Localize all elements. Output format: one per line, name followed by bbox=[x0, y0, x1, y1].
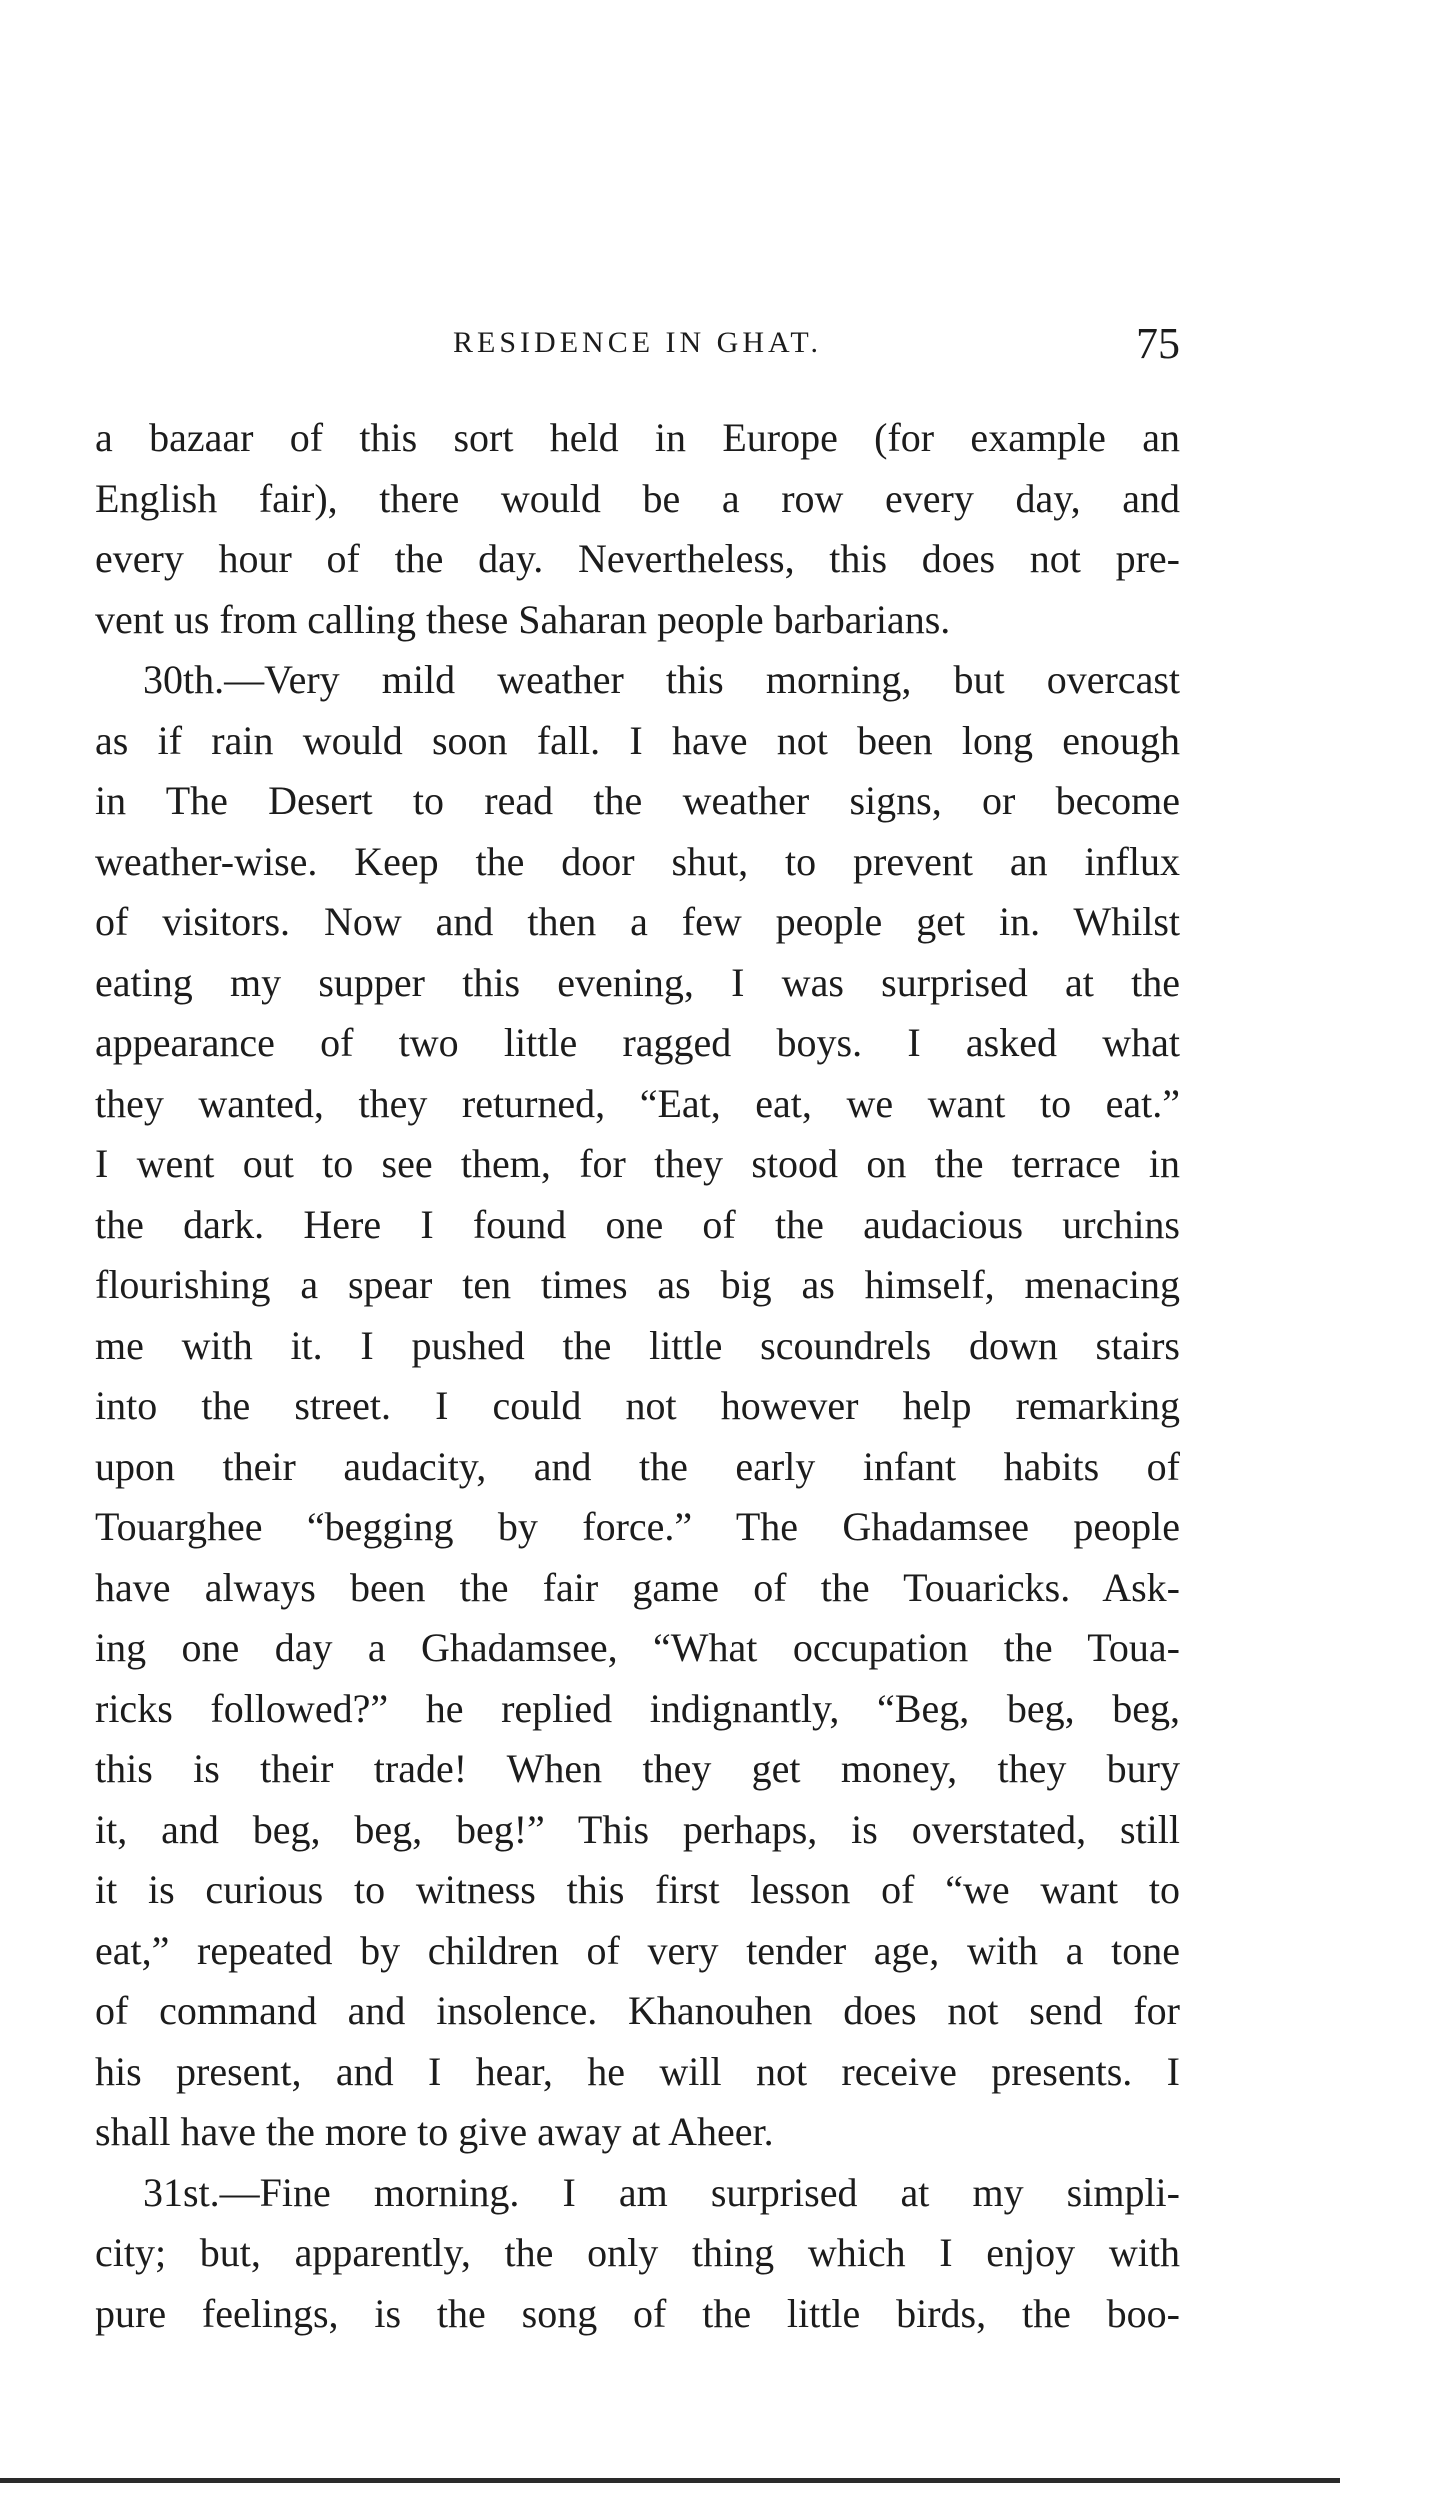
text-line: in The Desert to read the weather signs, or become bbox=[95, 778, 1180, 823]
running-head bbox=[95, 318, 1180, 378]
text-line: every hour of the day. Nevertheless, this does not pre- bbox=[95, 536, 1180, 581]
text-line: it, and beg, beg, beg!” This perhaps, is overstated, still bbox=[95, 1806, 1180, 1852]
text-line: ing one day a Ghadamsee, “What occupation the Toua- bbox=[95, 1625, 1180, 1670]
text-line: English fair), there would be a row every day, and bbox=[95, 475, 1180, 521]
text-line: a bazaar of this sort held in Europe (for example an bbox=[95, 415, 1180, 460]
text-line: it is curious to witness this first lesson of “we want to bbox=[95, 1867, 1180, 1912]
text-line: flourishing a spear ten times as big as himself, menacing bbox=[95, 1262, 1180, 1307]
text-line: weather-wise. Keep the door shut, to prevent an influx bbox=[95, 838, 1180, 884]
text-line: Touarghee “begging by force.” The Ghadamsee people bbox=[95, 1504, 1180, 1549]
text-line: shall have the more to give away at Aheer. bbox=[95, 2109, 774, 2154]
text-line: this is their trade! When they get money, they bury bbox=[95, 1746, 1180, 1791]
text-line: eat,” repeated by children of very tender age, with a tone bbox=[95, 1927, 1180, 1973]
text-line: of visitors. Now and then a few people get in. Whilst bbox=[95, 899, 1180, 944]
text-line: vent us from calling these Saharan people barbarians. bbox=[95, 596, 951, 642]
text-line: ricks followed?” he replied indignantly, “Beg, beg, beg, bbox=[95, 1685, 1180, 1731]
text-line: city; but, apparently, the only thing which I enjoy with bbox=[95, 2230, 1180, 2275]
text-line: I went out to see them, for they stood on the terrace in bbox=[95, 1141, 1180, 1186]
body-text bbox=[95, 408, 1180, 2344]
text-line: 31st.—Fine morning. I am surprised at my simpli- bbox=[143, 2169, 1180, 2215]
text-line: of command and insolence. Khanouhen does not send for bbox=[95, 1988, 1180, 2033]
text-line: upon their audacity, and the early infant habits of bbox=[95, 1443, 1180, 1489]
text-line: his present, and I hear, he will not receive presents. I bbox=[95, 2048, 1180, 2094]
text-line: appearance of two little ragged boys. I asked what bbox=[95, 1020, 1180, 1065]
text-line: have always been the fair game of the Touaricks. Ask- bbox=[95, 1564, 1180, 1610]
text-line: eating my supper this evening, I was surprised at the bbox=[95, 959, 1180, 1005]
text-line: as if rain would soon fall. I have not been long enough bbox=[95, 717, 1180, 763]
text-line: into the street. I could not however help remarking bbox=[95, 1383, 1180, 1428]
text-line: pure feelings, is the song of the little birds, the boo- bbox=[95, 2290, 1180, 2336]
text-line: they wanted, they returned, “Eat, eat, we want to eat.” bbox=[95, 1080, 1180, 1126]
text-line: 30th.—Very mild weather this morning, but overcast bbox=[143, 657, 1180, 702]
text-line: the dark. Here I found one of the audacious urchins bbox=[95, 1201, 1180, 1247]
page-number: 75 bbox=[1136, 319, 1180, 368]
text-line: me with it. I pushed the little scoundrels down stairs bbox=[95, 1322, 1180, 1368]
running-title: RESIDENCE IN GHAT. bbox=[453, 326, 822, 359]
bottom-rule bbox=[0, 2478, 1340, 2483]
